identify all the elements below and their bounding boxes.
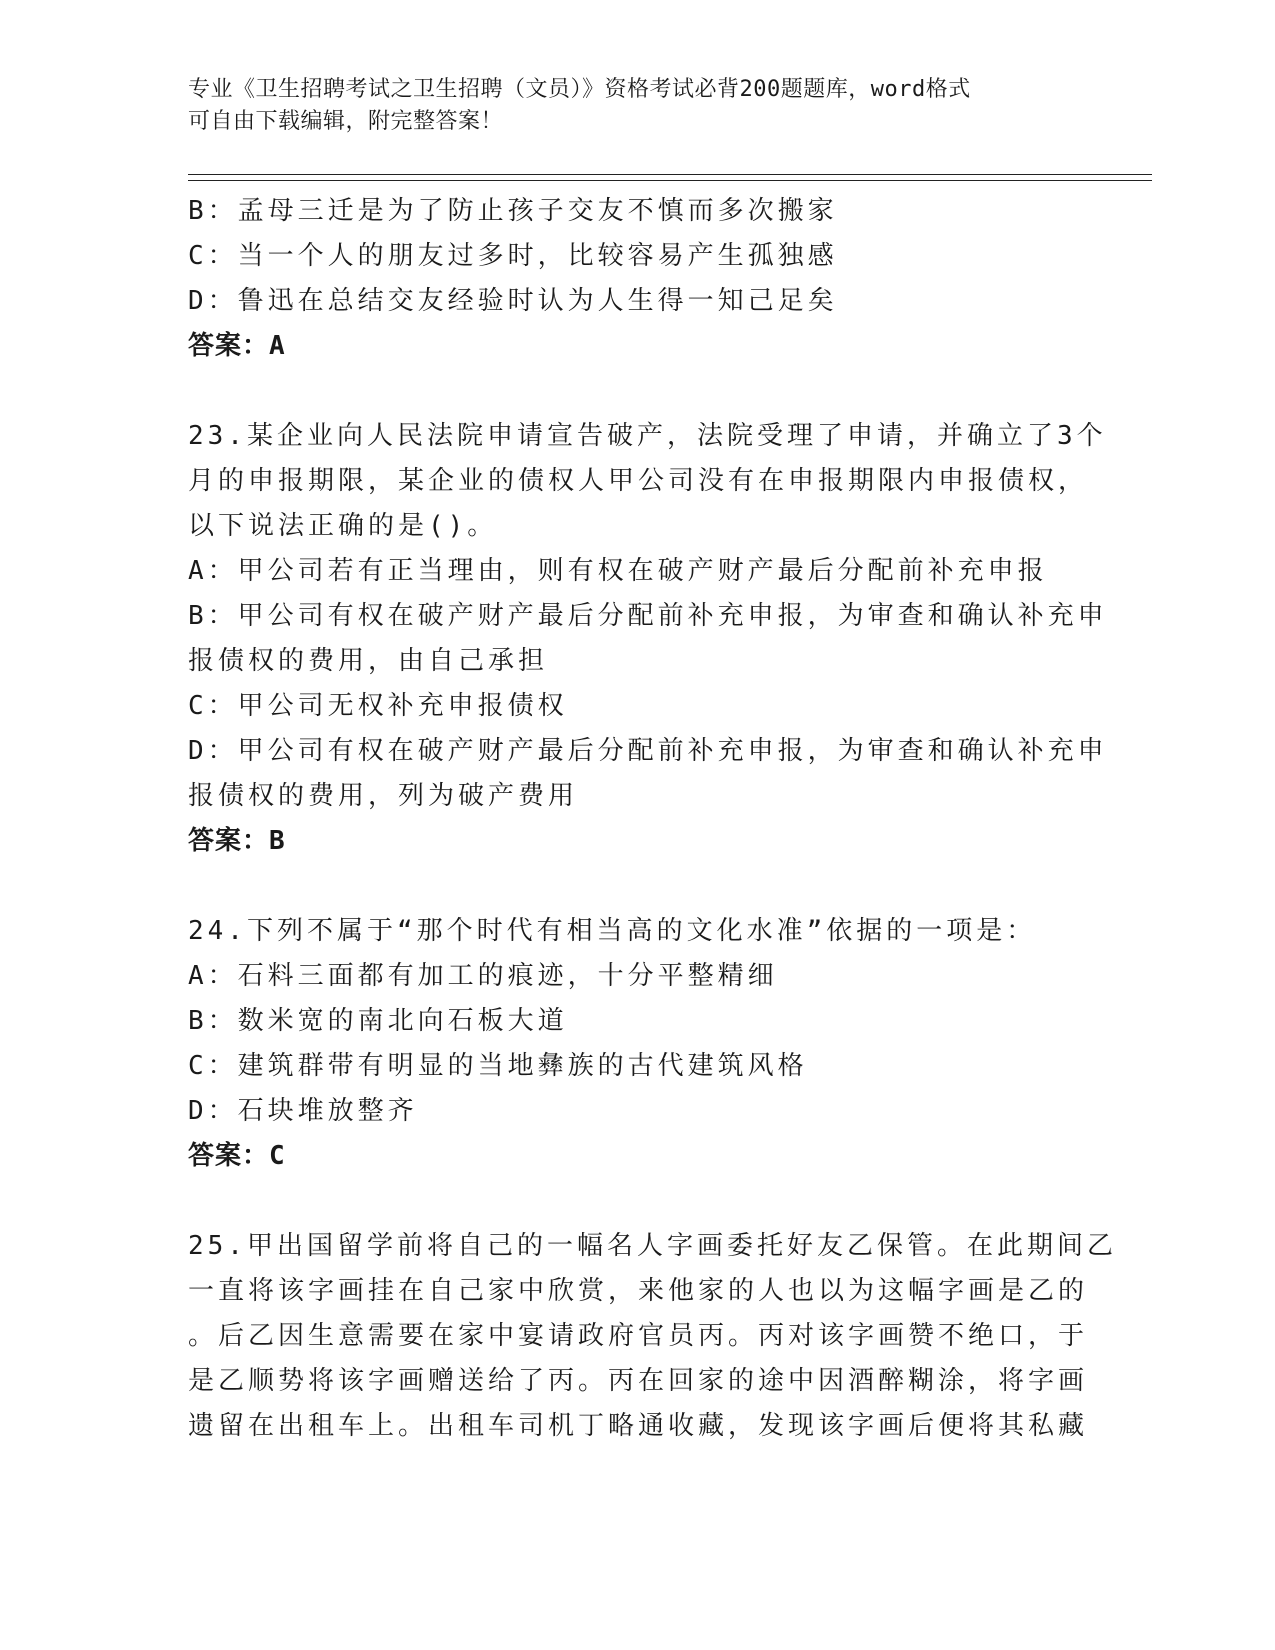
- option-line: 报债权的费用，由自己承担: [188, 646, 549, 676]
- question-stem: 24.下列不属于“那个时代有相当高的文化水准”依据的一项是：: [188, 916, 1037, 946]
- spacer: [188, 369, 1088, 414]
- option-line: A：石料三面都有加工的痕迹，十分平整精细: [188, 961, 778, 991]
- question-stem: 月的申报期限，某企业的债权人甲公司没有在申报期限内申报债权，: [188, 466, 1089, 496]
- question-22-tail: [188, 189, 1088, 369]
- answer-line: 答案：A: [188, 331, 286, 361]
- option-line: B：数米宽的南北向石板大道: [188, 1006, 568, 1036]
- question-stem: 以下说法正确的是()。: [188, 511, 498, 541]
- question-stem: 是乙顺势将该字画赠送给了丙。丙在回家的途中因酒醉糊涂，将字画: [188, 1366, 1089, 1396]
- question-stem: 。后乙因生意需要在家中宴请政府官员丙。丙对该字画赞不绝口，于: [188, 1321, 1089, 1351]
- question-stem: 一直将该字画挂在自己家中欣赏，来他家的人也以为这幅字画是乙的: [188, 1276, 1089, 1306]
- option-line: B：孟母三迁是为了防止孩子交友不慎而多次搬家: [188, 196, 838, 226]
- document-header: [188, 74, 1088, 138]
- question-stem: 23.某企业向人民法院申请宣告破产，法院受理了申请，并确立了3个: [188, 421, 1107, 451]
- question-24: [188, 909, 1088, 1179]
- option-line: C：当一个人的朋友过多时，比较容易产生孤独感: [188, 241, 838, 271]
- header-divider: [188, 174, 1152, 175]
- spacer: [188, 864, 1088, 909]
- question-body: [188, 189, 1117, 1449]
- question-stem: 25.甲出国留学前将自己的一幅名人字画委托好友乙保管。在此期间乙: [188, 1231, 1117, 1261]
- answer-line: 答案：B: [188, 826, 286, 856]
- option-line: D：鲁迅在总结交友经验时认为人生得一知己足矣: [188, 286, 838, 316]
- option-line: 报债权的费用，列为破产费用: [188, 781, 579, 811]
- option-line: D：石块堆放整齐: [188, 1096, 418, 1126]
- header-line: 专业《卫生招聘考试之卫生招聘（文员）》资格考试必背200题题库，word格式: [188, 77, 971, 102]
- option-line: B：甲公司有权在破产财产最后分配前补充申报，为审查和确认补充申: [188, 601, 1108, 631]
- question-25: [188, 1224, 1117, 1449]
- header-divider: [188, 180, 1152, 181]
- spacer: [188, 1179, 1088, 1224]
- header-line: 可自由下载编辑，附完整答案！: [188, 109, 504, 134]
- option-line: C：甲公司无权补充申报债权: [188, 691, 568, 721]
- question-23: [188, 414, 1108, 864]
- option-line: A：甲公司若有正当理由，则有权在破产财产最后分配前补充申报: [188, 556, 1048, 586]
- question-stem: 遗留在出租车上。出租车司机丁略通收藏，发现该字画后便将其私藏: [188, 1411, 1089, 1441]
- option-line: C：建筑群带有明显的当地彝族的古代建筑风格: [188, 1051, 808, 1081]
- option-line: D：甲公司有权在破产财产最后分配前补充申报，为审查和确认补充申: [188, 736, 1108, 766]
- answer-line: 答案：C: [188, 1141, 286, 1171]
